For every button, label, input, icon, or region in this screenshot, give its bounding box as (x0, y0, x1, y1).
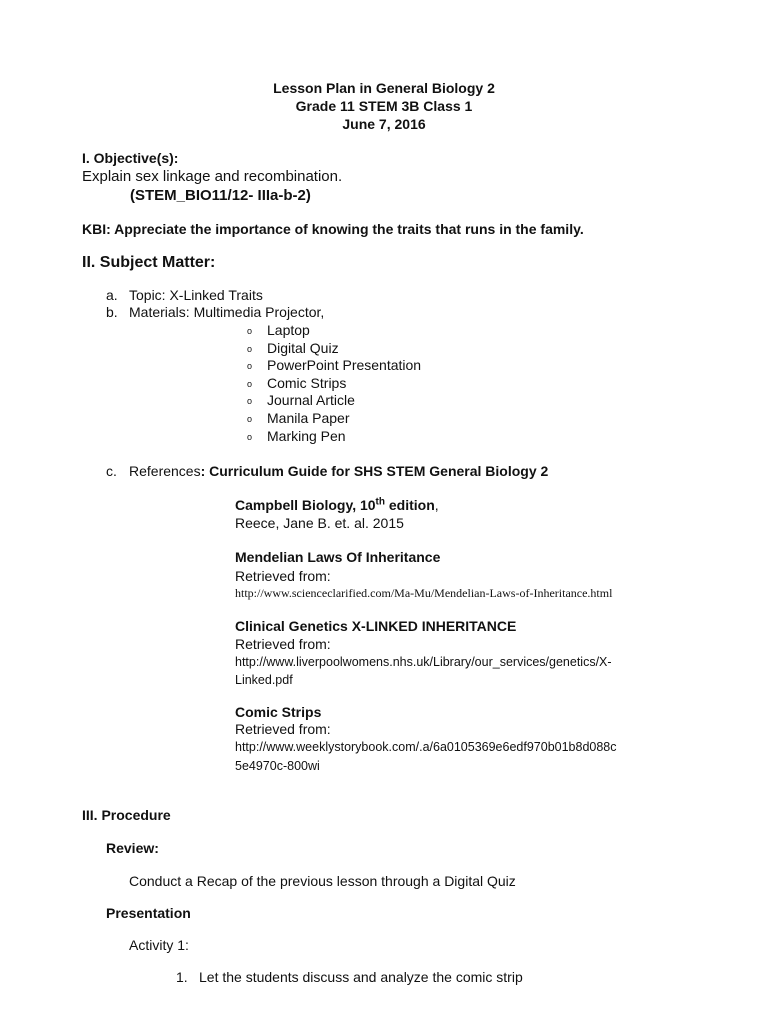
material-item: Journal Article (267, 392, 355, 409)
presentation-heading: Presentation (106, 905, 191, 921)
campbell-title-text: Campbell Biology, 10 (235, 497, 376, 513)
comic-url-line-2: 5e4970c-800wi (235, 759, 320, 773)
materials-line: Materials: Multimedia Projector, (129, 304, 325, 320)
material-item: Marking Pen (267, 427, 346, 444)
clinical-retrieved: Retrieved from: (235, 636, 331, 652)
campbell-title (235, 497, 439, 513)
bullet-icon: o (247, 361, 253, 372)
campbell-sup: th (375, 496, 385, 508)
material-item: PowerPoint Presentation (267, 357, 422, 374)
campbell-authors: Reece, Jane B. et. al. 2015 (235, 515, 404, 531)
class-line: Grade 11 STEM 3B Class 1 (295, 98, 473, 114)
comic-retrieved: Retrieved from: (235, 721, 331, 737)
kbi-statement: KBI: Appreciate the importance of knowing the traits that runs in the family. (82, 221, 584, 237)
objectives-text: Explain sex linkage and recombination. (82, 168, 343, 185)
step-marker: 1. (176, 969, 188, 985)
clinical-url-line-1: http://www.liverpoolwomens.nhs.uk/Library/our_services/genetics/X- (235, 655, 612, 669)
document-title: Lesson Plan in General Biology 2 (273, 80, 495, 96)
comic-url-line-1: http://www.weeklystorybook.com/.a/6a0105369e6edf970b01b8d088c (235, 740, 617, 754)
material-item: Comic Strips (267, 374, 347, 391)
objectives-heading: I. Objective(s): (82, 150, 179, 166)
comic-title: Comic Strips (235, 704, 322, 720)
material-item: Digital Quiz (267, 339, 339, 356)
material-item: Manila Paper (267, 410, 350, 426)
references-label: References (129, 463, 201, 479)
materials-marker: b. (106, 304, 118, 320)
topic-marker: a. (106, 287, 118, 303)
objectives-code: (STEM_BIO11/12- IIIa-b-2) (130, 187, 311, 204)
step-text: Let the students discuss and analyze the comic strip (199, 969, 523, 985)
campbell-edition: edition (385, 497, 435, 513)
bullet-icon: o (247, 414, 253, 424)
material-item: Laptop (267, 322, 310, 338)
bullet-icon: o (247, 378, 253, 389)
date-line: June 7, 2016 (342, 116, 426, 132)
curriculum-guide: : Curriculum Guide for SHS STEM General Biology 2 (200, 463, 549, 479)
clinical-url-line-2: Linked.pdf (235, 673, 293, 687)
review-heading: Review: (106, 840, 159, 856)
subject-matter-heading: II. Subject Matter: (82, 254, 216, 271)
mendel-url: http://www.scienceclarified.com/Ma-Mu/Mendelian-Laws-of-Inheritance.html (235, 586, 613, 600)
bullet-icon: o (247, 431, 253, 442)
references-line (129, 463, 548, 479)
bullet-icon: o (247, 396, 253, 407)
activity-label: Activity 1: (129, 937, 189, 953)
campbell-comma: , (434, 497, 439, 513)
clinical-title: Clinical Genetics X-LINKED INHERITANCE (235, 618, 517, 634)
bullet-icon: o (247, 343, 253, 354)
mendel-title: Mendelian Laws Of Inheritance (235, 549, 441, 565)
procedure-heading: III. Procedure (82, 807, 171, 823)
topic-line: Topic: X-Linked Traits (129, 287, 263, 303)
mendel-retrieved: Retrieved from: (235, 568, 331, 584)
bullet-icon: o (247, 326, 253, 336)
references-marker: c. (106, 463, 117, 479)
review-text: Conduct a Recap of the previous lesson through a Digital Quiz (129, 873, 516, 889)
